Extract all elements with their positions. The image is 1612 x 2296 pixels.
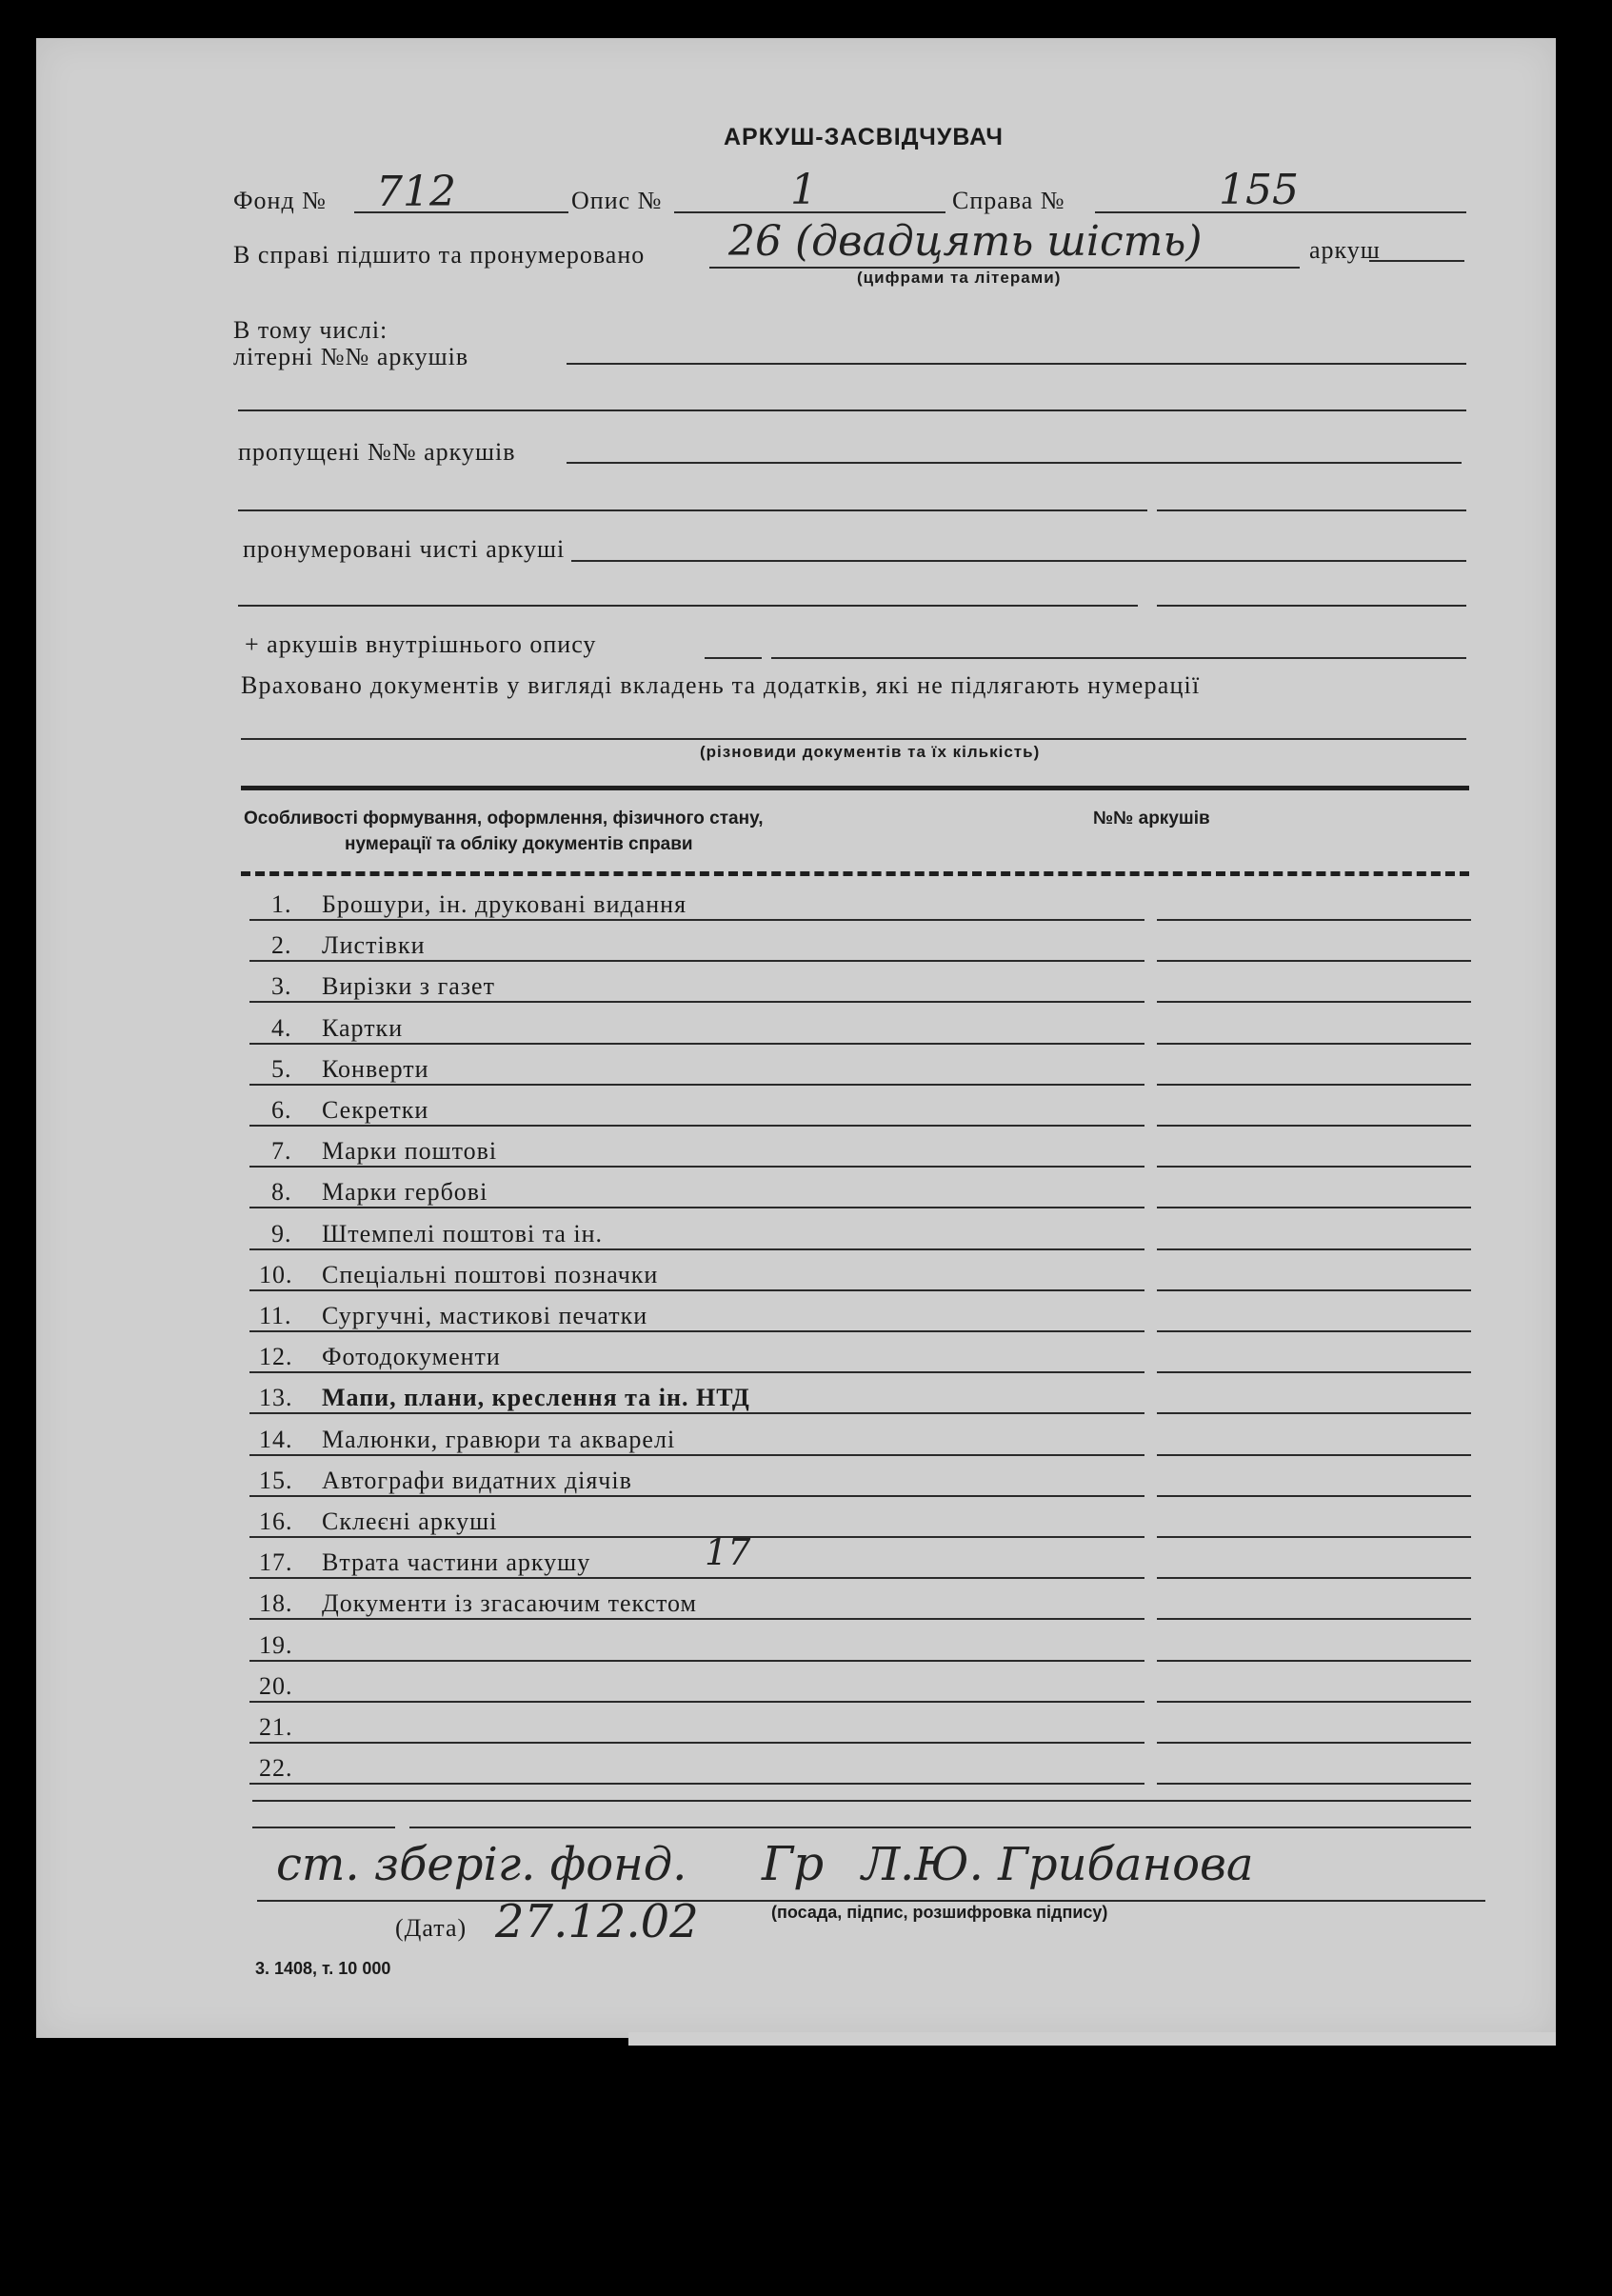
date-value: 27.12.02	[495, 1895, 699, 1948]
item-label: Склеєні аркуші	[322, 1507, 498, 1535]
item-number: 10.	[259, 1261, 293, 1288]
item-label: Спеціальні поштові позначки	[322, 1261, 659, 1288]
table-header-left-2: нумерації та обліку документів справи	[345, 834, 693, 854]
fond-label: Фонд №	[233, 187, 327, 214]
date-label: (Дата)	[395, 1914, 468, 1942]
item-label: Марки гербові	[322, 1178, 488, 1206]
item-number: 7.	[271, 1137, 292, 1165]
item-number: 2.	[271, 931, 292, 959]
opys-label: Опис №	[571, 187, 663, 214]
including-label: В тому числі:	[233, 316, 388, 344]
numbered-label: В справі підшито та пронумеровано	[233, 241, 646, 269]
item-label: Втрата частини аркушу	[322, 1548, 591, 1576]
item-number: 5.	[271, 1055, 292, 1083]
item-label: Марки поштові	[322, 1137, 498, 1165]
item-label: Документи із згасаючим текстом	[322, 1589, 697, 1617]
item-label: Вирізки з газет	[322, 972, 495, 1000]
fond-value: 712	[376, 168, 456, 216]
item-number: 6.	[271, 1096, 292, 1124]
numbered-suffix: аркуш	[1309, 236, 1381, 264]
item-number: 21.	[259, 1713, 293, 1741]
letter-sheets-label: літерні №№ аркушів	[233, 343, 469, 370]
item-label: Автографи видатних діячів	[322, 1467, 632, 1494]
opys-value: 1	[790, 166, 817, 214]
item-number: 11.	[259, 1302, 292, 1329]
sprava-value: 155	[1219, 166, 1299, 214]
attachments-hint: (різновиди документів та їх кількість)	[700, 743, 1041, 761]
internal-inventory-label: + аркушів внутрішнього опису	[245, 630, 597, 658]
numbered-hint: (цифрами та літерами)	[857, 269, 1062, 287]
position-handwritten: ст. зберіг. фонд.	[276, 1838, 687, 1891]
item-number: 8.	[271, 1178, 292, 1206]
table-header-right: №№ аркушів	[1093, 809, 1210, 829]
item-number: 16.	[259, 1507, 293, 1535]
item-number: 22.	[259, 1754, 293, 1782]
numbered-value: 26 (двадцять шість)	[728, 217, 1203, 266]
item-number: 13.	[259, 1384, 293, 1411]
item-number: 1.	[271, 890, 292, 918]
item-label: Малюнки, гравюри та акварелі	[322, 1426, 676, 1453]
item-number: 14.	[259, 1426, 293, 1453]
missing-sheets-label: пропущені №№ аркушів	[238, 438, 516, 466]
item-label: Картки	[322, 1014, 404, 1042]
item-number: 18.	[259, 1589, 293, 1617]
attachments-label: Враховано документів у вигляді вкладень та додатків, які не підлягають нумерації	[241, 671, 1201, 699]
item-label: Листівки	[322, 931, 426, 959]
item-label: Мапи, плани, креслення та ін. НТД	[322, 1384, 750, 1411]
item-label: Штемпелі поштові та ін.	[322, 1220, 604, 1248]
sprava-label: Справа №	[952, 187, 1065, 214]
item-number: 9.	[271, 1220, 292, 1248]
item-number: 17.	[259, 1548, 293, 1576]
item-label: Брошури, ін. друковані видання	[322, 890, 687, 918]
item-number: 19.	[259, 1631, 293, 1659]
paper-torn-edge	[628, 2032, 1556, 2046]
signature-mark: Гр	[762, 1836, 825, 1891]
signature-hint: (посада, підпис, розшифровка підпису)	[771, 1903, 1108, 1922]
item-label: Секретки	[322, 1096, 429, 1124]
item-label: Сургучні, мастикові печатки	[322, 1302, 648, 1329]
item-number: 4.	[271, 1014, 292, 1042]
item-number: 20.	[259, 1672, 293, 1700]
item-number: 15.	[259, 1467, 293, 1494]
name-handwritten: Л.Ю. Грибанова	[862, 1838, 1254, 1891]
form-title: АРКУШ-ЗАСВІДЧУВАЧ	[724, 124, 1004, 150]
item-sheets: 17	[705, 1531, 751, 1573]
blank-sheets-label: пронумеровані чисті аркуші	[243, 535, 566, 563]
print-info: 3. 1408, т. 10 000	[255, 1959, 391, 1978]
item-number: 3.	[271, 972, 292, 1000]
table-header-left-1: Особливості формування, оформлення, фізичного стану,	[244, 809, 764, 829]
item-label: Конверти	[322, 1055, 429, 1083]
item-label: Фотодокументи	[322, 1343, 501, 1370]
item-number: 12.	[259, 1343, 293, 1370]
